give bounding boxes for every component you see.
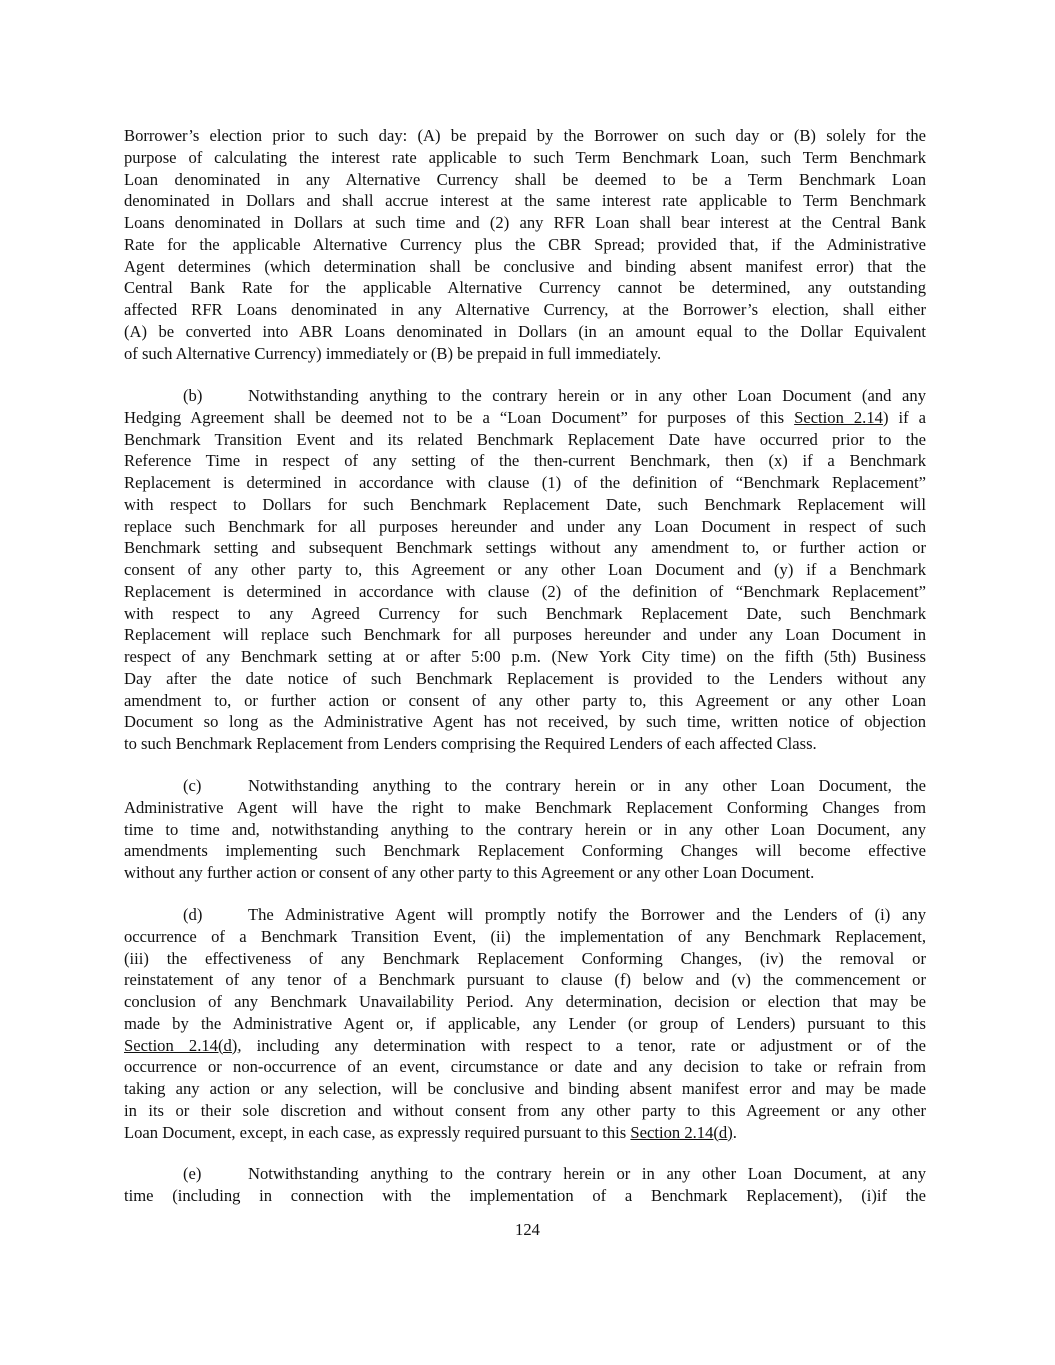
text-line: Day after the date notice of such Benchmark Replacement is provided to the Lenders without any (124, 668, 926, 688)
section-2-14-d-reference-2: Section 2.14(d) (630, 1122, 733, 1142)
paragraph-d-last-line: Loan Document, except, in each case, as expressly required pursuant to this Section 2.14(d). (124, 1122, 737, 1142)
text-line: of such Alternative Currency) immediately or (B) be prepaid in full immediately. (124, 343, 662, 363)
text-line: respect of any Benchmark setting at or after 5:00 p.m. (New York City time) on the fifth (5th) Business (124, 647, 926, 666)
text-line: occurrence of a Benchmark Transition Event, (ii) the implementation of any Benchmark Replacement, (124, 926, 926, 946)
text-line: to such Benchmark Replacement from Lenders comprising the Required Lenders of each affected Class. (124, 734, 817, 753)
text-line: Replacement will replace such Benchmark for all purposes hereunder and under any Loan Document in (124, 625, 926, 645)
text-line: Replacement is determined in accordance with clause (2) of the definition of “Benchmark Replacement” (124, 581, 926, 601)
text-line: amendments implementing such Benchmark Replacement Conforming Changes will become effective (124, 841, 926, 861)
section-2-14-d-reference: Section 2.14(d) (124, 1035, 238, 1055)
text-line: with respect to Dollars for such Benchmark Replacement Date, such Benchmark Replacement will (124, 494, 926, 514)
text-line: denominated in Dollars and shall accrue interest at the same interest rate applicable to Term Benchmark (124, 191, 926, 211)
text-line: Rate for the applicable Alternative Currency plus the CBR Spread; provided that, if the Administrative (124, 234, 926, 254)
paragraph-c-first-line: (c) Notwithstanding anything to the contrary herein or in any other Loan Document, the (183, 776, 926, 795)
text-line: occurrence or non-occurrence of an event, circumstance or date and any decision to take or refrain from (124, 1057, 926, 1077)
paragraph-c-label: (c) (183, 776, 202, 795)
paragraph-e-label: (e) (183, 1164, 202, 1183)
text-line: consent of any other party to, this Agreement or any other Loan Document and (y) if a Benchmark (124, 560, 926, 579)
text-line: amendment to, or further action or consent of any other party to, this Agreement or any other Loan (124, 690, 926, 710)
text-line: affected RFR Loans denominated in any Alternative Currency, at the Borrower’s election, shall either (124, 300, 926, 319)
text-line: Borrower’s election prior to such day: (A) be prepaid by the Borrower on such day or (B) solely for the (124, 126, 926, 145)
text-line: (A) be converted into ABR Loans denominated in Dollars (in an amount equal to the Dollar Equivalent (124, 321, 926, 341)
text-line: taking any action or any selection, will be conclusive and binding absent manifest error and may be made (124, 1079, 926, 1098)
paragraph-e-line-2: time (including in connection with the implementation of a Benchmark Replacement), (i)if the (124, 1185, 926, 1205)
text-line: Agent determines (which determination shall be conclusive and binding absent manifest error) that the (124, 256, 926, 276)
paragraph-c (124, 775, 926, 884)
paragraph-b (124, 385, 926, 755)
paragraph-d (124, 904, 926, 1143)
paragraph-b-first-line: (b) Notwithstanding anything to the contrary herein or in any other Loan Document (and any (183, 386, 926, 405)
text-line: Benchmark setting and subsequent Benchmark settings without any amendment to, or further action or (124, 538, 926, 558)
text-line: (iii) the effectiveness of any Benchmark Replacement Conforming Changes, (iv) the removal or (124, 948, 926, 968)
paragraph-b-line-2: Hedging Agreement shall be deemed not to be a “Loan Document” for purposes of this Section 2.14) if a (124, 407, 927, 427)
paragraph-d-label: (d) (183, 905, 203, 924)
text-line: Benchmark Transition Event and its related Benchmark Replacement Date have occurred prior to the (124, 429, 926, 449)
paragraph-b-label: (b) (183, 386, 203, 405)
text-line: purpose of calculating the interest rate applicable to such Term Benchmark Loan, such Term Benchmark (124, 147, 926, 167)
text-line: conclusion of any Benchmark Unavailability Period. Any determination, decision or election that may be (124, 992, 926, 1011)
text-line: Central Bank Rate for the applicable Alternative Currency cannot be determined, any outstanding (124, 278, 926, 298)
text-line: Document so long as the Administrative Agent has not received, by such time, written notice of objection (124, 712, 926, 732)
text-line: Reference Time in respect of any setting of the then-current Benchmark, then (x) if a Benchmark (124, 451, 926, 471)
paragraph-d-link-line: Section 2.14(d), including any determination with respect to a tenor, rate or adjustment or of the (124, 1035, 926, 1055)
text-line: time to time and, notwithstanding anything to the contrary herein or in any other Loan Document, any (124, 819, 926, 839)
paragraph-e (124, 1163, 926, 1207)
section-2-14-reference: Section 2.14 (794, 407, 883, 427)
text-line: Loan denominated in any Alternative Currency shall be deemed to be a Term Benchmark Loan (124, 169, 926, 189)
text-line: in its or their sole discretion and without consent from any other party to this Agreement or any other (124, 1100, 926, 1120)
page-number: 124 (515, 1220, 540, 1239)
text-line: Administrative Agent will have the right to make Benchmark Replacement Conforming Changes from (124, 797, 926, 817)
text-line: without any further action or consent of any other party to this Agreement or any other Loan Document. (124, 863, 815, 882)
text-line: replace such Benchmark for all purposes hereunder and under any Loan Document in respect of such (124, 516, 926, 536)
text-line: with respect to any Agreed Currency for such Benchmark Replacement Date, such Benchmark (124, 603, 926, 623)
text-line: reinstatement of any tenor of a Benchmark pursuant to clause (f) below and (v) the commencement or (124, 970, 926, 990)
text-line: Replacement is determined in accordance with clause (1) of the definition of “Benchmark Replacement” (124, 473, 926, 492)
paragraph-e-first-line: (e) Notwithstanding anything to the contrary herein or in any other Loan Document, at any (183, 1164, 926, 1183)
paragraph-d-first-line: (d) The Administrative Agent will promptly notify the Borrower and the Lenders of (i) any (183, 905, 926, 924)
paragraph-continuation (124, 125, 926, 364)
text-line: made by the Administrative Agent or, if applicable, any Lender (or group of Lenders) pursuant to this (124, 1013, 926, 1033)
text-line: Loans denominated in Dollars at such time and (2) any RFR Loan shall bear interest at the Central Bank (124, 213, 926, 232)
